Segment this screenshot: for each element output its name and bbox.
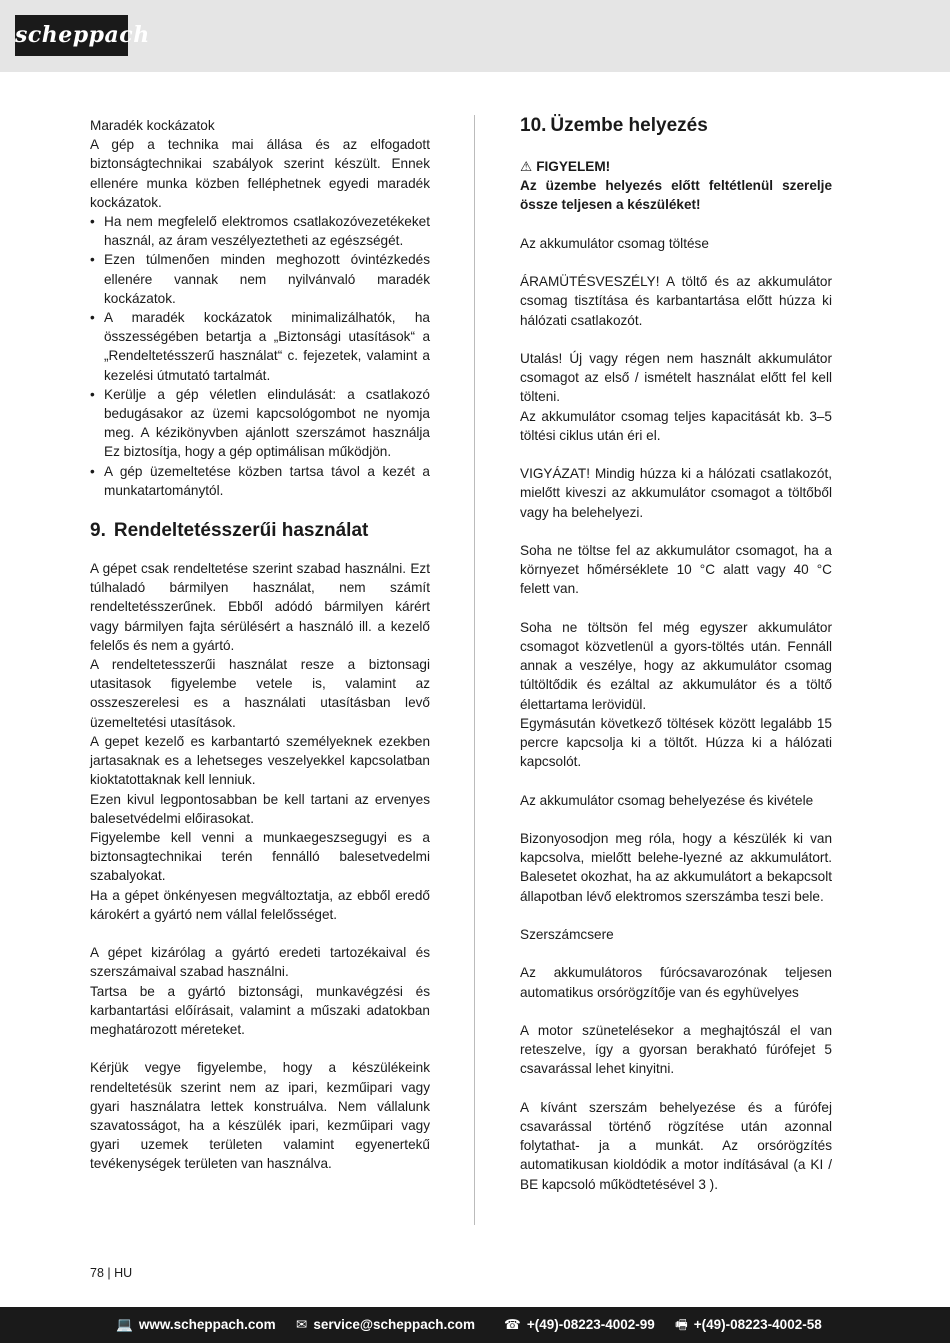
fax-icon: 🖷 — [675, 1317, 688, 1332]
paragraph: ÁRAMÜTÉSVESZÉLY! A töltő és az akkumulátor csomag tisztítása és karbantartása előtt húzza ki hálózati csatlakozót. — [520, 274, 832, 328]
phone-number: +(49)-08223-4002-99 — [526, 1317, 655, 1332]
paragraph: Bizonyosodjon meg róla, hogy a készülék ki van kapcsolva, mielőtt belehe-lyezné az akkumulátort. Balesetet okozhat, ha az akkumulátort a bekapcsolt állapotban lévő elektromos szerszámba teszi bele. — [520, 830, 832, 904]
website-link[interactable]: www.scheppach.com — [138, 1317, 276, 1332]
footer-bar — [0, 1307, 950, 1343]
list-item: • Ha nem megfelelő elektromos csatlakozóvezetékeket használ, az áram veszélyeztetheti az egészségét. — [90, 212, 430, 250]
paragraph: VIGYÁZAT! Mindig húzza ki a hálózati csatlakozót, mielőtt kiveszi az akkumulátor csomagot a töltőből vagy ha belehelyezi. — [520, 466, 832, 520]
page-number: 78 | HU — [90, 1266, 133, 1280]
section-10-number: 10. — [520, 115, 547, 136]
paragraph: A gépet csak rendeltetése szerint szabad használni. Ezt túlhaladó bármilyen használat, nem számít rendeltetésszerűnek. Ebből adódó bármilyen kárért vagy bármilyen fajta sérülésért a használó ill. a kezelő felelős és nem a gyártó. — [90, 561, 430, 653]
paragraph: Az akkumulátoros fúrócsavarozónak teljesen automatikus orsórögzítője van és egyhüvelyes — [520, 965, 832, 1000]
list-item: • A gép üzemeltetése közben tartsa távol a kezét a munkatartománytól. — [90, 462, 430, 500]
warning-heading — [520, 157, 832, 176]
paragraph: Figyelembe kell venni a munkaegeszsegugyi es a biztonsagtechnikai terén fennálló balesetvedelmi szabalyokat. — [90, 829, 430, 884]
column-divider — [474, 115, 475, 1225]
section-9-number: 9. — [90, 520, 106, 542]
header-bar — [0, 0, 950, 72]
paragraph: Utalás! Új vagy régen nem használt akkumulátor csomagot az első / ismételt használat előtt fel kell tölteni. — [520, 350, 832, 405]
phone-icon: ☎ — [504, 1317, 521, 1332]
warning-text: Az üzembe helyezés előtt feltétlenül szerelje össze teljesen a készüléket! — [520, 178, 832, 213]
scheppach-logo: scheppach — [15, 15, 128, 56]
section-9-heading — [90, 519, 430, 543]
paragraph: A gepet kezelő es karbantartó személyeknek ezekben jartasaknak es a lehetseges veszelyekkel kapcsolatban kioktatottaknak kell lenniuk. — [90, 733, 430, 788]
paragraph: Kérjük vegye figyelembe, hogy a készülékeink rendeltetésük szerint nem az ipari, kezműipari vagy gyari használatra lettek konstruálva. Nem vállalunk szavatosságot, ha a készülék ipari, kezműipari vagy gyari uzemek területen valamint egyenertekű tevékenységek területen van használva. — [90, 1060, 430, 1172]
paragraph: Soha ne töltse fel az akkumulátor csomagot, ha a környezet hőmérséklete 10 °C alatt vagy 40 °C felett van. — [520, 542, 832, 597]
laptop-icon: 💻 — [116, 1317, 133, 1332]
section-10-heading — [520, 114, 832, 138]
footer-fax — [675, 1307, 822, 1343]
paragraph: A gépet kizárólag a gyártó eredeti tartozékaival és szerszámaival szabad használni. — [90, 945, 430, 980]
paragraph: Soha ne töltsön fel még egyszer akkumulátor csomagot közvetlenül a gyors-töltés után. Fennáll annak a veszélye, hogy az akkumulátor csomag túltöltődik és ezáltal az akkumulátor és a töltő élettartama lerövidül. — [520, 619, 832, 712]
footer-website[interactable] — [116, 1307, 276, 1343]
section-10-title: Üzembe helyezés — [550, 115, 708, 136]
envelope-icon: ✉ — [296, 1317, 308, 1332]
paragraph: A kívánt szerszám behelyezése és a fúrófej csavarással történő rögzítése után azonnal folytathat- ja a munkát. Az orsórögzítés automatikusan kioldódik a motor indításával (a KI / BE kapcsoló működtetésével 3 ). — [520, 1099, 832, 1192]
warning-icon: ⚠ — [520, 159, 533, 174]
subheading: Szerszámcsere — [520, 926, 614, 942]
list-item: • A maradék kockázatok minimalizálhatók, ha összességében betartja a „Biztonsági utasítások“ a „Rendeltetésszerű használat“ c. fejezetek, valamint a kezelési útmutató tartalmát. — [90, 308, 430, 385]
warning-title: FIGYELEM! — [536, 159, 611, 174]
subheading: Az akkumulátor csomag behelyezése és kivétele — [520, 792, 814, 808]
paragraph: Az akkumulátor csomag teljes kapacitását kb. 3–5 töltési ciklus után éri el. — [520, 408, 832, 443]
paragraph: Ha a gépet önkényesen megváltoztatja, az ebből eredő károkért a gyártó nem vállal felelősséget. — [90, 887, 430, 922]
left-column — [90, 116, 430, 1174]
residual-risks-list — [90, 212, 430, 500]
list-item: • Ezen túlmenően minden meghozott óvintézkedés ellenére vannak nem nyilvánvaló maradék kockázatok. — [90, 250, 430, 308]
email-link[interactable]: service@scheppach.com — [313, 1317, 476, 1332]
list-item: • Kerülje a gép véletlen elindulását: a csatlakozó bedugásakor az üzemi kapcsológombot ne nyomja meg. A kézikönyvben ajánlott szerszámot használja Ez biztosítja, hogy a gép optimálisan működjön. — [90, 385, 430, 462]
fax-number: +(49)-08223-4002-58 — [693, 1317, 822, 1332]
paragraph: Egymásután következő töltések között legalább 15 percre kapcsolja ki a töltőt. Húzza ki a hálózati kapcsolót. — [520, 715, 832, 770]
right-column — [520, 114, 832, 1194]
footer-phone — [504, 1307, 655, 1343]
section-9-title: Rendeltetésszerűi használat — [113, 520, 369, 542]
paragraph: A rendeltetesszerűi használat resze a biztonsagi utasitasok figyelembe vetele is, valamint az osszeszerelesi es a használati utasításban levő üzemeltetési utasítások. — [90, 657, 430, 730]
paragraph: Tartsa be a gyártó biztonsági, munkavégzési és karbantartási előírásait, valamint a műszaki adatokban meghatározott méreteket. — [90, 983, 430, 1037]
footer-email[interactable] — [296, 1307, 475, 1343]
residual-risks-title: Maradék kockázatok — [90, 118, 215, 133]
paragraph: Ezen kivul legpontosabban be kell tartani az ervenyes balesetvédelmi előirasokat. — [90, 791, 430, 826]
residual-risks-intro: A gép a technika mai állása és az elfogadott biztonságtechnikai szabályok szerint készült. Ennek ellenére munka közben felléphetnek egyedi maradék kockázatok. — [90, 137, 430, 210]
paragraph: A motor szünetelésekor a meghajtószál el van reteszelve, így a gyorsan berakható fúrófejet 5 csavarással lehet kinyitni. — [520, 1022, 832, 1077]
subheading: Az akkumulátor csomag töltése — [520, 235, 709, 251]
